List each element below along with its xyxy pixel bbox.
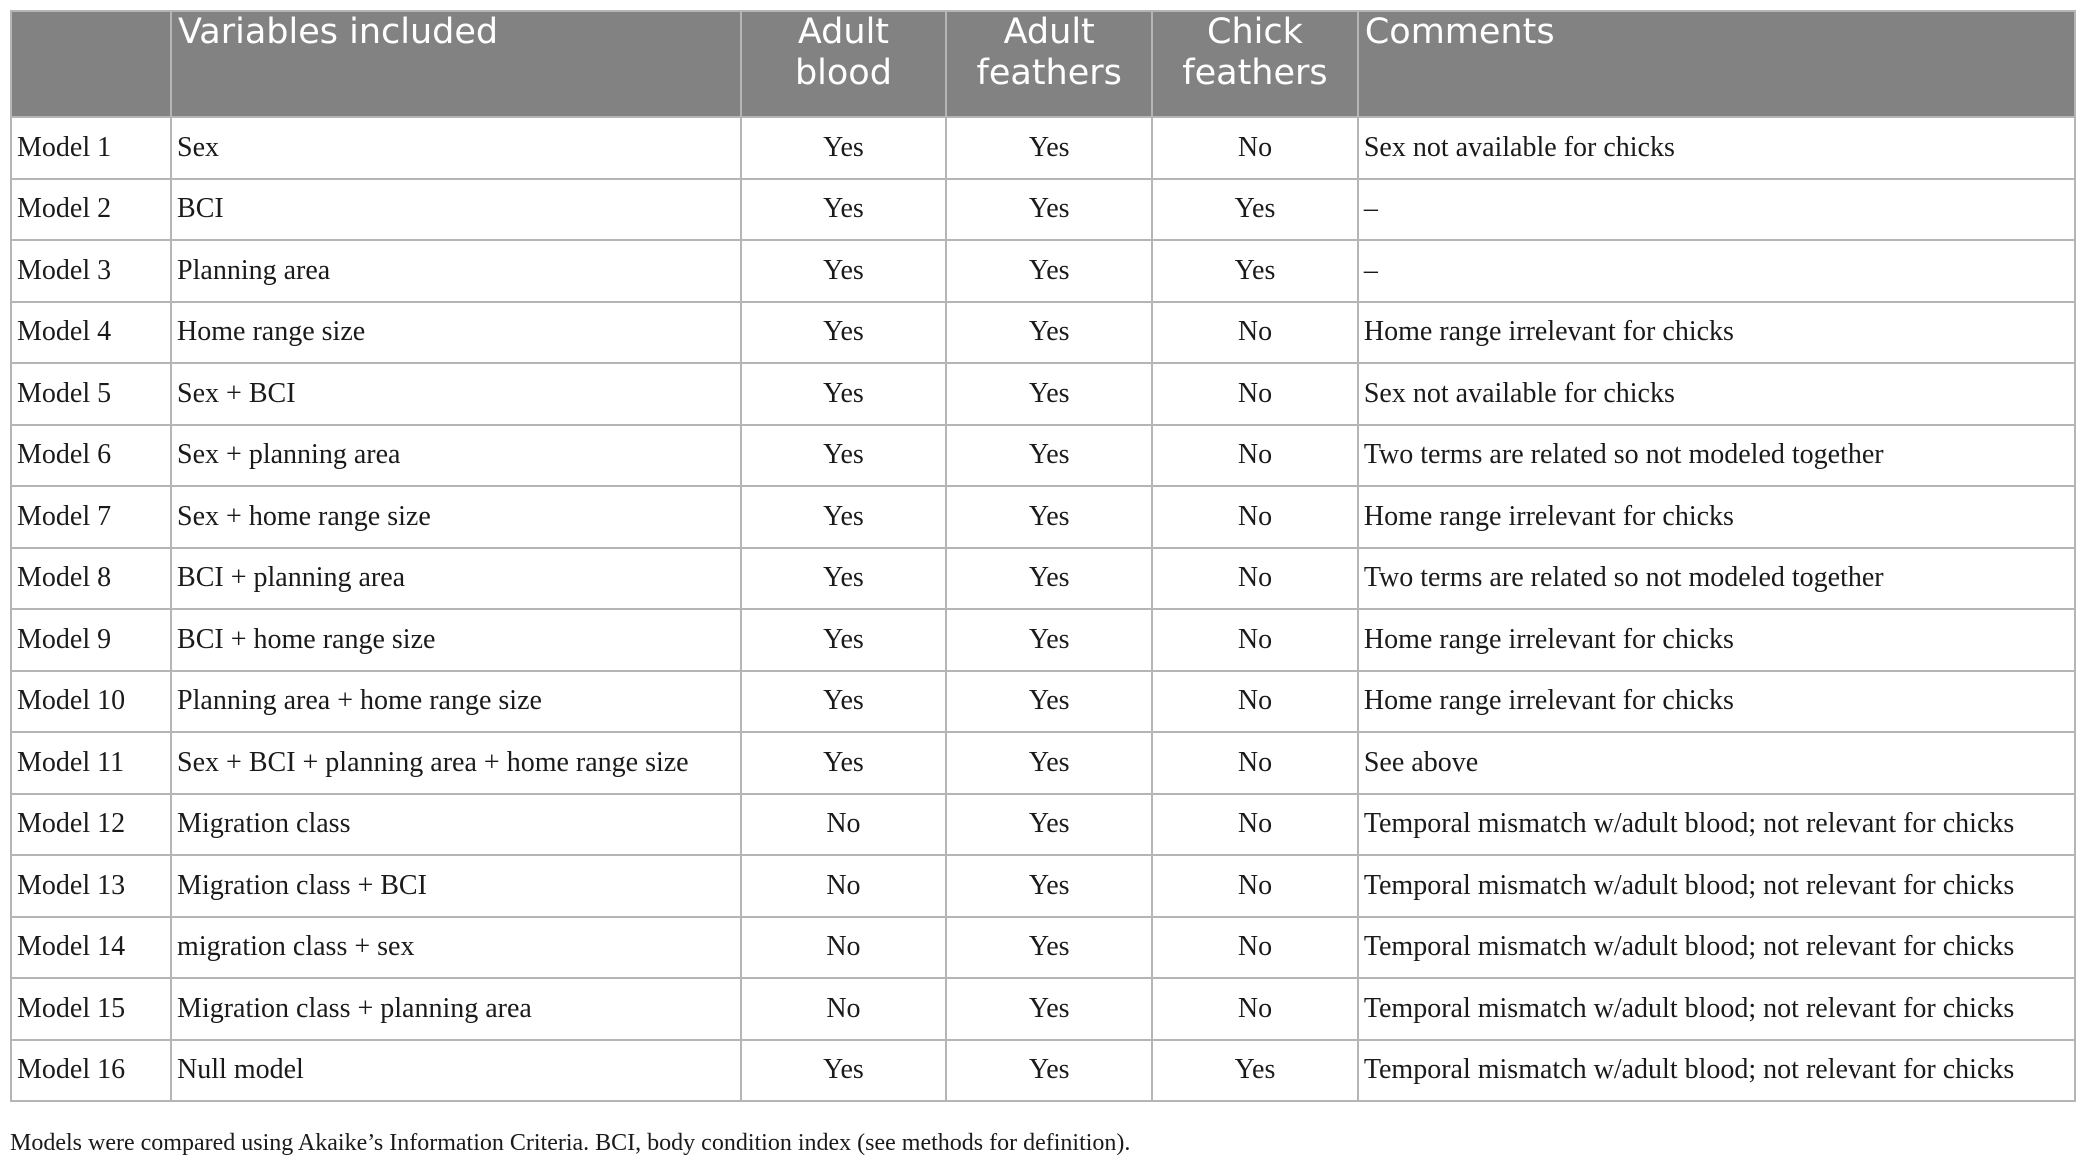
table-row: [11, 917, 2075, 979]
cell-model: Model 1: [11, 117, 171, 179]
cell-adult-feathers: Yes: [946, 117, 1152, 179]
cell-adult-feathers: Yes: [946, 917, 1152, 979]
table-row: [11, 1040, 2075, 1102]
cell-adult-feathers: Yes: [946, 240, 1152, 302]
table-row: [11, 486, 2075, 548]
header-adult-blood: [741, 11, 947, 117]
cell-comments: Sex not available for chicks: [1358, 363, 2075, 425]
cell-variables: Sex + BCI + planning area + home range size: [171, 732, 741, 794]
cell-adult-blood: Yes: [741, 240, 947, 302]
table-row: [11, 732, 2075, 794]
cell-chick-feathers: No: [1152, 117, 1358, 179]
cell-adult-blood: No: [741, 917, 947, 979]
cell-variables: BCI + home range size: [171, 609, 741, 671]
cell-variables: Home range size: [171, 302, 741, 364]
cell-comments: Home range irrelevant for chicks: [1358, 486, 2075, 548]
model-table-container: [10, 10, 2076, 1102]
header-adult-blood-line1: Adult: [797, 12, 890, 52]
cell-comments: Home range irrelevant for chicks: [1358, 302, 2075, 364]
cell-adult-blood: Yes: [741, 179, 947, 241]
cell-adult-feathers: Yes: [946, 609, 1152, 671]
cell-variables: Sex + home range size: [171, 486, 741, 548]
cell-comments: Temporal mismatch w/adult blood; not relevant for chicks: [1358, 1040, 2075, 1102]
model-comparison-table: [10, 10, 2076, 1102]
table-row: [11, 302, 2075, 364]
cell-model: Model 4: [11, 302, 171, 364]
cell-model: Model 12: [11, 794, 171, 856]
cell-adult-blood: Yes: [741, 302, 947, 364]
cell-variables: BCI + planning area: [171, 548, 741, 610]
cell-chick-feathers: No: [1152, 794, 1358, 856]
cell-chick-feathers: Yes: [1152, 179, 1358, 241]
cell-comments: –: [1358, 240, 2075, 302]
cell-variables: BCI: [171, 179, 741, 241]
cell-variables: Null model: [171, 1040, 741, 1102]
cell-chick-feathers: No: [1152, 363, 1358, 425]
cell-adult-blood: Yes: [741, 486, 947, 548]
cell-adult-blood: Yes: [741, 117, 947, 179]
cell-adult-feathers: Yes: [946, 732, 1152, 794]
cell-adult-blood: Yes: [741, 671, 947, 733]
cell-model: Model 13: [11, 855, 171, 917]
table-row: [11, 671, 2075, 733]
cell-adult-feathers: Yes: [946, 425, 1152, 487]
cell-model: Model 3: [11, 240, 171, 302]
cell-variables: Sex + planning area: [171, 425, 741, 487]
header-adult-blood-line2: blood: [794, 53, 892, 93]
cell-model: Model 8: [11, 548, 171, 610]
cell-adult-blood: Yes: [741, 548, 947, 610]
cell-chick-feathers: No: [1152, 855, 1358, 917]
cell-variables: Sex + BCI: [171, 363, 741, 425]
cell-chick-feathers: Yes: [1152, 1040, 1358, 1102]
cell-adult-blood: No: [741, 978, 947, 1040]
cell-adult-blood: Yes: [741, 425, 947, 487]
header-adult-feathers: [946, 11, 1152, 117]
table-row: [11, 240, 2075, 302]
header-variables-included: Variables included: [171, 11, 741, 117]
cell-variables: Migration class + planning area: [171, 978, 741, 1040]
cell-variables: Sex: [171, 117, 741, 179]
header-adult-feathers-line1: Adult: [1003, 12, 1095, 52]
table-row: [11, 425, 2075, 487]
cell-model: Model 16: [11, 1040, 171, 1102]
header-adult-feathers-line2: feathers: [976, 53, 1122, 93]
cell-comments: Two terms are related so not modeled together: [1358, 548, 2075, 610]
cell-adult-feathers: Yes: [946, 486, 1152, 548]
cell-comments: Temporal mismatch w/adult blood; not relevant for chicks: [1358, 855, 2075, 917]
cell-model: Model 9: [11, 609, 171, 671]
table-footnote: Models were compared using Akaike’s Information Criteria. BCI, body condition index (see methods for definition).: [10, 1130, 1131, 1156]
cell-comments: Temporal mismatch w/adult blood; not relevant for chicks: [1358, 917, 2075, 979]
cell-adult-feathers: Yes: [946, 1040, 1152, 1102]
header-chick-feathers-line1: Chick: [1207, 12, 1303, 52]
cell-comments: Home range irrelevant for chicks: [1358, 671, 2075, 733]
cell-comments: Temporal mismatch w/adult blood; not relevant for chicks: [1358, 978, 2075, 1040]
cell-model: Model 6: [11, 425, 171, 487]
header-model: [11, 11, 171, 117]
cell-model: Model 7: [11, 486, 171, 548]
cell-adult-feathers: Yes: [946, 302, 1152, 364]
cell-adult-feathers: Yes: [946, 179, 1152, 241]
cell-adult-blood: No: [741, 855, 947, 917]
cell-comments: Home range irrelevant for chicks: [1358, 609, 2075, 671]
cell-variables: Planning area + home range size: [171, 671, 741, 733]
cell-variables: Migration class + BCI: [171, 855, 741, 917]
cell-model: Model 10: [11, 671, 171, 733]
cell-adult-blood: Yes: [741, 363, 947, 425]
cell-chick-feathers: No: [1152, 917, 1358, 979]
table-row: [11, 117, 2075, 179]
cell-adult-feathers: Yes: [946, 671, 1152, 733]
cell-adult-blood: No: [741, 794, 947, 856]
cell-chick-feathers: No: [1152, 548, 1358, 610]
cell-adult-feathers: Yes: [946, 363, 1152, 425]
table-row: [11, 978, 2075, 1040]
cell-comments: Temporal mismatch w/adult blood; not relevant for chicks: [1358, 794, 2075, 856]
cell-model: Model 14: [11, 917, 171, 979]
cell-adult-feathers: Yes: [946, 978, 1152, 1040]
table-row: [11, 179, 2075, 241]
cell-model: Model 2: [11, 179, 171, 241]
header-chick-feathers: [1152, 11, 1358, 117]
cell-comments: See above: [1358, 732, 2075, 794]
cell-chick-feathers: No: [1152, 978, 1358, 1040]
cell-model: Model 11: [11, 732, 171, 794]
cell-comments: –: [1358, 179, 2075, 241]
cell-variables: Migration class: [171, 794, 741, 856]
cell-chick-feathers: No: [1152, 486, 1358, 548]
table-row: [11, 609, 2075, 671]
cell-chick-feathers: No: [1152, 609, 1358, 671]
table-row: [11, 855, 2075, 917]
cell-adult-blood: Yes: [741, 1040, 947, 1102]
cell-variables: Planning area: [171, 240, 741, 302]
cell-model: Model 5: [11, 363, 171, 425]
cell-chick-feathers: No: [1152, 425, 1358, 487]
table-header-row: [11, 11, 2075, 117]
cell-chick-feathers: No: [1152, 671, 1358, 733]
cell-variables: migration class + sex: [171, 917, 741, 979]
cell-chick-feathers: No: [1152, 732, 1358, 794]
header-chick-feathers-line2: feathers: [1182, 53, 1328, 93]
cell-adult-feathers: Yes: [946, 548, 1152, 610]
cell-adult-blood: Yes: [741, 609, 947, 671]
cell-comments: Sex not available for chicks: [1358, 117, 2075, 179]
table-row: [11, 794, 2075, 856]
cell-comments: Two terms are related so not modeled together: [1358, 425, 2075, 487]
cell-adult-feathers: Yes: [946, 794, 1152, 856]
header-comments: Comments: [1358, 11, 2075, 117]
cell-chick-feathers: Yes: [1152, 240, 1358, 302]
table-row: [11, 548, 2075, 610]
cell-model: Model 15: [11, 978, 171, 1040]
table-row: [11, 363, 2075, 425]
cell-adult-feathers: Yes: [946, 855, 1152, 917]
cell-adult-blood: Yes: [741, 732, 947, 794]
cell-chick-feathers: No: [1152, 302, 1358, 364]
